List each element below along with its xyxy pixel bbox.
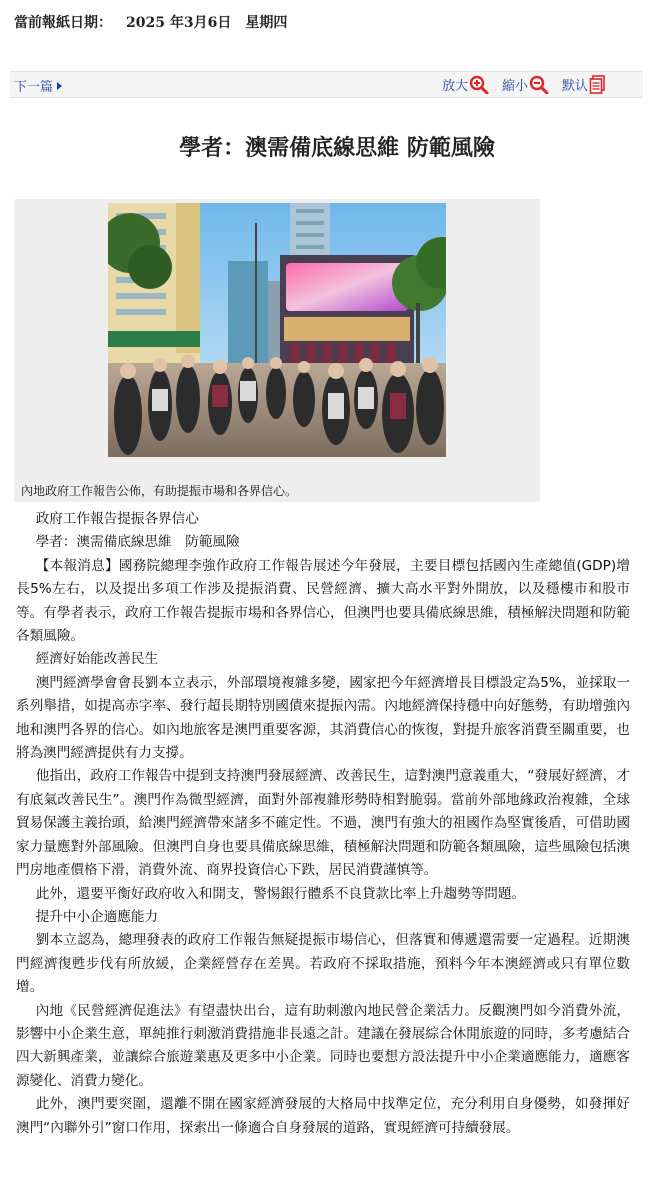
subheading: 提升中小企適應能力 [35, 908, 159, 925]
article-photo [108, 203, 446, 457]
default-size-label: 默认 [562, 79, 589, 94]
article-toolbar [10, 71, 643, 98]
article-title: 學者：澳需備底線思維 防範風險 [179, 136, 495, 161]
zoom-out-label: 縮小 [502, 79, 529, 94]
next-article-label: 下一篇 [14, 80, 54, 95]
weekday: 星期四 [245, 15, 288, 31]
article-body [16, 508, 630, 1140]
subheading: 經濟好始能改善民生 [35, 651, 159, 668]
zoom-out-button[interactable] [502, 75, 549, 94]
default-size-button[interactable] [562, 75, 608, 94]
date-value: 2025 年3月6日 [126, 15, 232, 31]
document-icon [589, 75, 608, 94]
date-label: 當前報紙日期： [14, 15, 112, 31]
newspaper-date-line [14, 12, 287, 32]
zoom-in-label: 放大 [442, 79, 469, 94]
subheading: 政府工作報告提振各界信心 [35, 511, 199, 527]
photo-caption: 內地政府工作報告公佈，有助提振市場和各界信心。 [21, 484, 298, 498]
right-triangle-icon [57, 82, 62, 90]
body-paragraph: 此外，還要平衡好政府收入和開支，警惕銀行體系不良貸款比率上升趨勢等問題。 [35, 885, 526, 902]
body-paragraph: 劉本立認為，總理發表的政府工作報告無疑提振市場信心，但落實和傳遞還需要一定過程。近期澳門經濟復甦步伐有所放緩，企業經營存在差異。若政府不採取措施，預料今年本澳經濟或只有單位數增。 [16, 932, 630, 996]
magnifier-plus-icon [469, 75, 489, 94]
photo-frame [14, 199, 540, 502]
body-paragraph: 內地《民營經濟促進法》有望盡快出台，這有助刺激內地民營企業活力。反觀澳門如今消費外流，影響中小企業生意，單純推行刺激消費措施非長遠之計。建議在發展綜合休閒旅遊的同時，多考慮結合四大新興產業，並讓綜合旅遊業惠及更多中小企業。同時也要想方設法提升中小企業適應能力，適應客源變化、消費力變化。 [16, 1002, 630, 1089]
body-paragraph: 他指出，政府工作報告中提到支持澳門發展經濟、改善民生，這對澳門意義重大，“發展好經濟，才有底氣改善民生”。澳門作為微型經濟，面對外部複雜形勢時相對脆弱。當前外部地緣政治複雜，全球貿易保護主義抬頭，給澳門經濟帶來諸多不確定性。不過，澳門有強大的祖國作為堅實後盾，可借助國家力量應對外部風險。但澳門自身也要具備底線思維，積極解決問題和防範各類風險，這些風險包括澳門房地產價格下滑，消費外流、商界投資信心下跌，居民消費謹慎等。 [16, 768, 630, 879]
body-paragraph: 【本報消息】國務院總理李強作政府工作報告展述今年發展，主要目標包括國內生產總值(GDP)增長5%左右，以及提出多項工作涉及提振消費、民營經濟、擴大高水平對外開放，以及穩樓市和股市等。有學者表示，政府工作報告提振市場和各界信心，但澳門也要具備底線思維，積極解決問題和防範各類風險。 [16, 557, 630, 645]
body-paragraph: 澳門經濟學會會長劉本立表示，外部環境複雜多變，國家把今年經濟增長目標設定為5%，並採取一系列舉措，如提高赤字率、發行超長期特別國債來提振內需。內地經濟保持穩中向好態勢，有助增強內地和澳門各界的信心。如內地旅客是澳門重要客源，其消費信心的恢復，對提升旅客消費至關重要，也將為澳門經濟提供有力支撐。 [16, 674, 630, 762]
next-article-link[interactable] [14, 76, 62, 95]
subheading: 學者：澳需備底線思維 防範風險 [35, 534, 240, 551]
zoom-in-button[interactable] [442, 75, 489, 94]
body-paragraph: 此外，澳門要突圍，還離不開在國家經濟發展的大格局中找準定位，充分利用自身優勢，如發揮好澳門“內聯外引”窗口作用，探索出一條適合自身發展的道路，實現經濟可持續發展。 [16, 1096, 630, 1136]
magnifier-minus-icon [529, 75, 549, 94]
